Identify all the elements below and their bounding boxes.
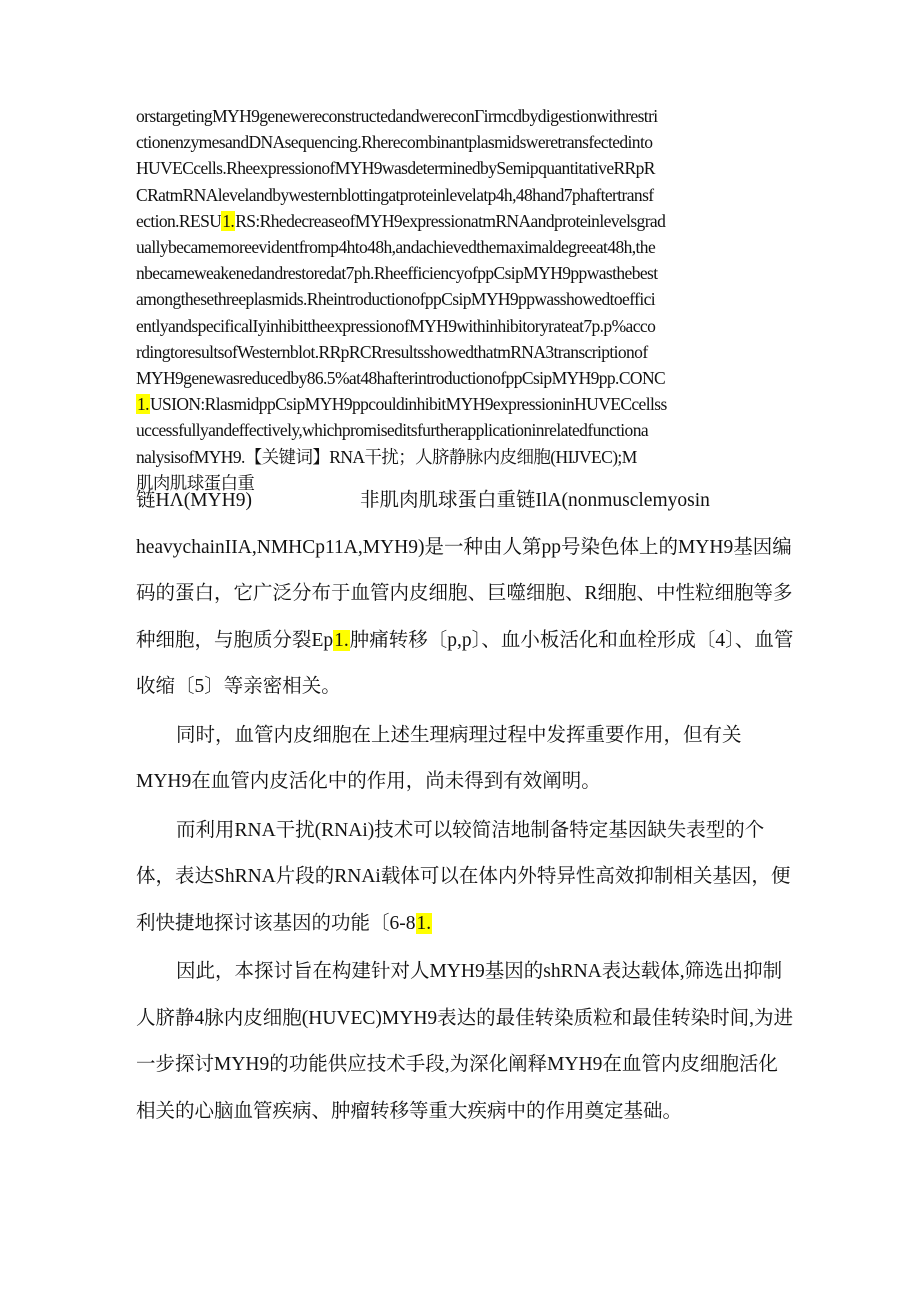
- highlight-mark: 1.: [416, 912, 432, 934]
- abstract-text: RS:RhedecreaseofMYH9expressionatmRNAandproteinlevelsgrad: [235, 210, 666, 231]
- abstract-line: uallybecamemoreevidentfromp4hto48h,andachievedthemaximaldegreeat48h,the: [136, 237, 656, 258]
- body-text-run: 肿痛转移〔p,p〕、血小板活化和血栓形成〔4〕、血管收缩〔5〕等亲密相关。: [136, 629, 794, 697]
- abstract-line: rdingtoresultsofWesternblot.RRpRCRresultsshowedthatmRNA3transcriptionof: [136, 341, 648, 362]
- body-text-run: 非肌肉肌球蛋白重链IlA(nonmusclemyosin: [359, 490, 710, 511]
- paragraph-endothelium: 同时，血管内皮细胞在上述生理病理过程中发挥重要作用，但有关MYH9在血管内皮活化中的作用，尚未得到有效阐明。: [136, 724, 742, 792]
- term: 链HΛ(MYH9): [136, 490, 252, 511]
- abstract-text: ection.RESU: [136, 210, 222, 231]
- abstract-line: uccessfullyandeffectively,whichpromiseditsfurtherapplicationinrelatedfunctiona: [136, 420, 649, 441]
- highlight-mark: 1.: [334, 629, 349, 651]
- abstract-line: MYH9genewasreducedby86.5%at48hafterintroductionofppCsipMYH9pp.CONC: [136, 368, 666, 389]
- abstract-text: USION:RlasmidppCsipMYH9ppcouldinhibitMYH9expressioninHUVECcellss: [149, 394, 667, 415]
- keywords-line: 肌肉肌球蛋白重: [136, 472, 255, 493]
- body-text-run: heavychainIIA,NMHCp11A,MYH9)是一种由人第pp号染色体上的MYH9基因编码的蛋白，它广泛分布于血管内皮细胞、巨噬细胞、R细胞、中性粒细胞等多种细胞，与胞质分裂Ep: [136, 536, 793, 651]
- abstract-line: CRatmRNAlevelandbywesternblottingatproteinlevelatp4h,48hand7phaftertransf: [136, 184, 654, 205]
- abstract-line: entlyandspecificalIyinhibittheexpressionofMYH9withinhibitoryrateat7p.p%acco: [136, 315, 656, 336]
- abstract-line: amongthesethreeplasmids.RheintroductionofppCsipMYH9ppwasshowedtoeffici: [136, 289, 656, 310]
- paragraph-intro: [136, 478, 796, 711]
- abstract-line: ctionenzymesandDNAsequencing.Rherecombinantplasmidsweretransfectedinto: [136, 132, 653, 153]
- abstract-line-results: [136, 208, 796, 234]
- abstract-line: orstargetingMYH9genewereconstructedandwereconΓirmcdbydigestionwithrestri: [136, 106, 658, 126]
- keywords-line: nalysisofMYH9.【关键词】RNA干扰；人脐静脉内皮细胞(HIJVEC);M: [136, 446, 637, 467]
- paragraph-rnai: [136, 808, 796, 948]
- abstract-line: HUVECcells.RheexpressionofMYH9wasdeterminedbySemipquantitativeRRpR: [136, 158, 655, 179]
- paragraph-aim: 因此，本探讨旨在构建针对人MYH9基因的shRNA表达载体,筛选出抑制人脐静4脉内皮细胞(HUVEC)MYH9表达的最佳转染质粒和最佳转染时间,为进一步探讨MYH9的功能供应技术手段,为深化阐释MYH9在血管内皮细胞活化相关的心脑血管疾病、肿瘤转移等重大疾病中的作用奠定基础。: [136, 961, 794, 1122]
- abstract-line: nbecameweakenedandrestoredat7ph.RheefficiencyofppCsipMYH9ppwasthebest: [136, 263, 658, 284]
- abstract-paragraph: [136, 103, 796, 496]
- highlight-mark: 1.: [137, 394, 149, 415]
- body-text-run: 而利用RNA干扰(RNAi)技术可以较简洁地制备特定基因缺失表型的个体，表达ShRNA片段的RNAi载体可以在体内外特异性高效抑制相关基因，便利快捷地探讨该基因的功能〔6-8: [136, 819, 791, 934]
- abstract-line-conclusion: [136, 391, 796, 417]
- body-text: [136, 478, 796, 1137]
- highlight-mark: 1.: [222, 210, 235, 231]
